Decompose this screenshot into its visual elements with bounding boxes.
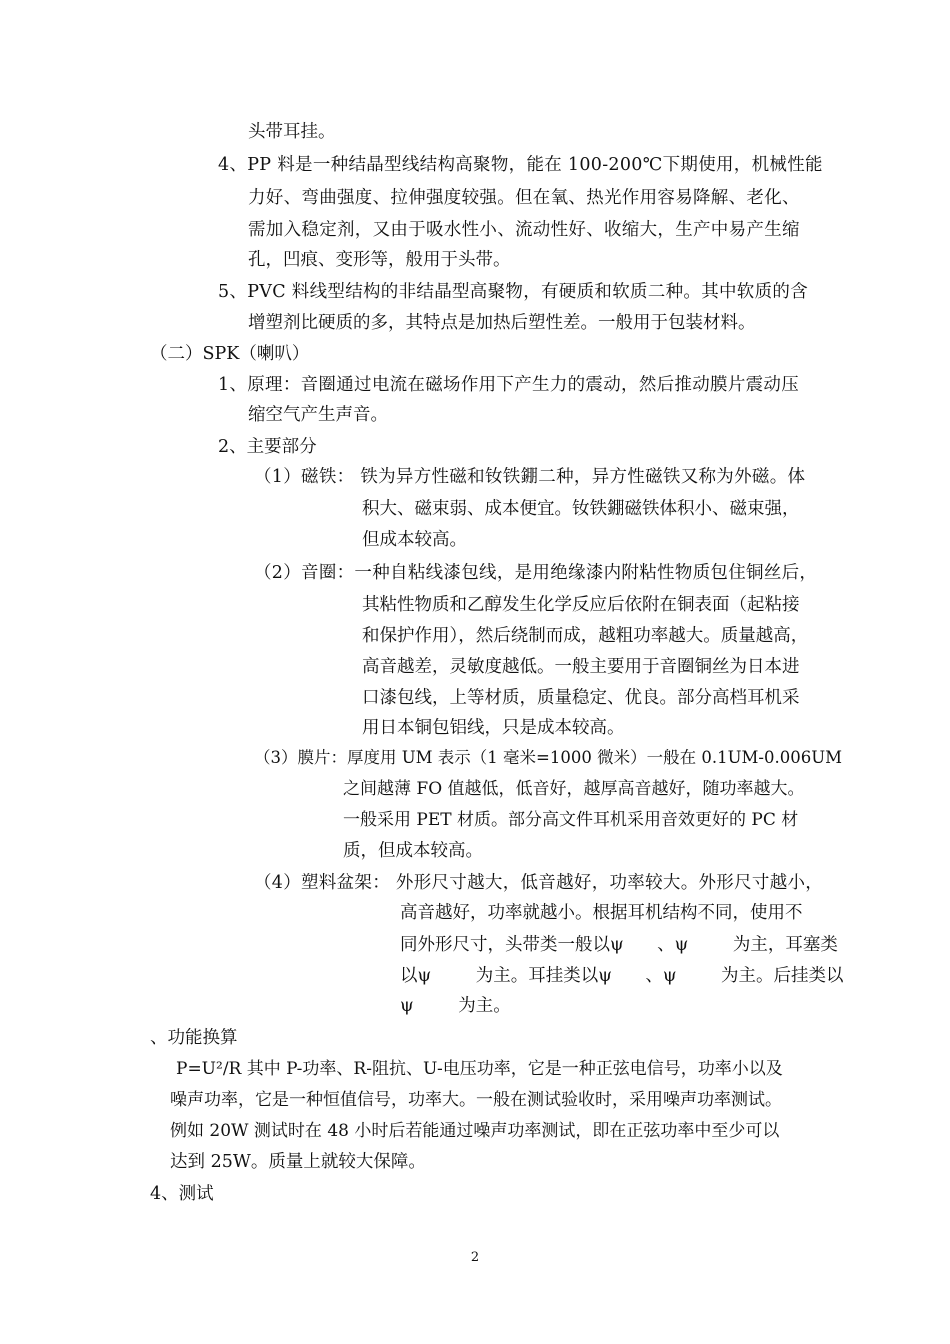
text-line: P=U²/R 其中 P-功率、R-阻抗、U-电压功率，它是一种正弦电信号，功率小以及: [176, 1059, 783, 1079]
text-line: 力好、弯曲强度、拉伸强度较强。但在氧、热光作用容易降解、老化、: [248, 188, 800, 208]
text-line: 和保护作用），然后绕制而成，越粗功率越大。质量越高，: [362, 626, 809, 646]
section-heading: （二）SPK（喇叭）: [150, 344, 310, 364]
text-line: 以ψ 为主。耳挂类以ψ 、ψ 为主。后挂类以: [400, 966, 844, 986]
text-line: 增塑剂比硬质的多，其特点是加热后塑性差。一般用于包装材料。: [248, 313, 756, 333]
text-line: 缩空气产生声音。: [248, 405, 388, 425]
text-line: 达到 25W。质量上就较大保障。: [170, 1152, 426, 1172]
text-line: ψ 为主。: [400, 996, 511, 1016]
text-line: 1、原理：音圈通过电流在磁场作用下产生力的震动，然后推动膜片震动压: [218, 375, 800, 395]
text-line: 用日本铜包铝线，只是成本较高。: [362, 718, 625, 738]
text-line: 其粘性物质和乙醇发生化学反应后依附在铜表面（起粘接: [362, 595, 800, 615]
section-heading: 、功能换算: [150, 1028, 238, 1048]
text-line: 同外形尺寸，头带类一般以ψ 、ψ 为主，耳塞类: [400, 935, 838, 955]
text-line: 例如 20W 测试时在 48 小时后若能通过噪声功率测试，即在正弦功率中至少可以: [170, 1121, 780, 1141]
text-line: 孔，凹痕、变形等，般用于头带。: [248, 250, 511, 270]
text-line: （1）磁铁： 铁为异方性磁和钕铁錋二种，异方性磁铁又称为外磁。体: [254, 467, 806, 487]
section-heading: 4、测试: [150, 1184, 214, 1204]
text-line: 头带耳挂。: [248, 122, 336, 142]
text-line: 5、PVC 料线型结构的非结晶型高聚物，有硬质和软质二种。其中软质的含: [218, 282, 808, 302]
text-line: 积大、磁束弱、成本便宜。钕铁錋磁铁体积小、磁束强，: [362, 499, 800, 519]
text-line: 质，但成本较高。: [343, 841, 483, 861]
text-line: 但成本较高。: [362, 530, 467, 550]
text-line: 口漆包线，上等材质，质量稳定、优良。部分高档耳机采: [362, 688, 800, 708]
text-line: 需加入稳定剂，又由于吸水性小、流动性好、收缩大，生产中易产生缩: [248, 220, 800, 240]
text-line: 高音越好，功率就越小。根据耳机结构不同，使用不: [400, 903, 803, 923]
text-line: 之间越薄 FO 值越低，低音好，越厚高音越好，随功率越大。: [343, 779, 805, 799]
text-line: （3）膜片：厚度用 UM 表示（1 毫米=1000 微米）一般在 0.1UM-0.006UM: [254, 748, 842, 767]
text-line: 一般采用 PET 材质。部分高文件耳机采用音效更好的 PC 材: [343, 810, 799, 830]
text-line: （2）音圈：一种自粘线漆包线，是用绝缘漆内附粘性物质包住铜丝后，: [254, 563, 818, 583]
text-line: 4、PP 料是一种结晶型线结构高聚物，能在 100-200℃下期使用，机械性能: [218, 155, 823, 175]
text-line: 高音越差，灵敏度越低。一般主要用于音圈铜丝为日本进: [362, 657, 800, 677]
text-line: （4）塑料盆架： 外形尺寸越大，低音越好，功率较大。外形尺寸越小，: [254, 873, 824, 893]
subsection-heading: 2、主要部分: [218, 437, 317, 457]
page-number: 2: [470, 1250, 480, 1265]
text-line: 噪声功率，它是一种恒值信号，功率大。一般在测试验收时，采用噪声功率测试。: [170, 1090, 782, 1110]
